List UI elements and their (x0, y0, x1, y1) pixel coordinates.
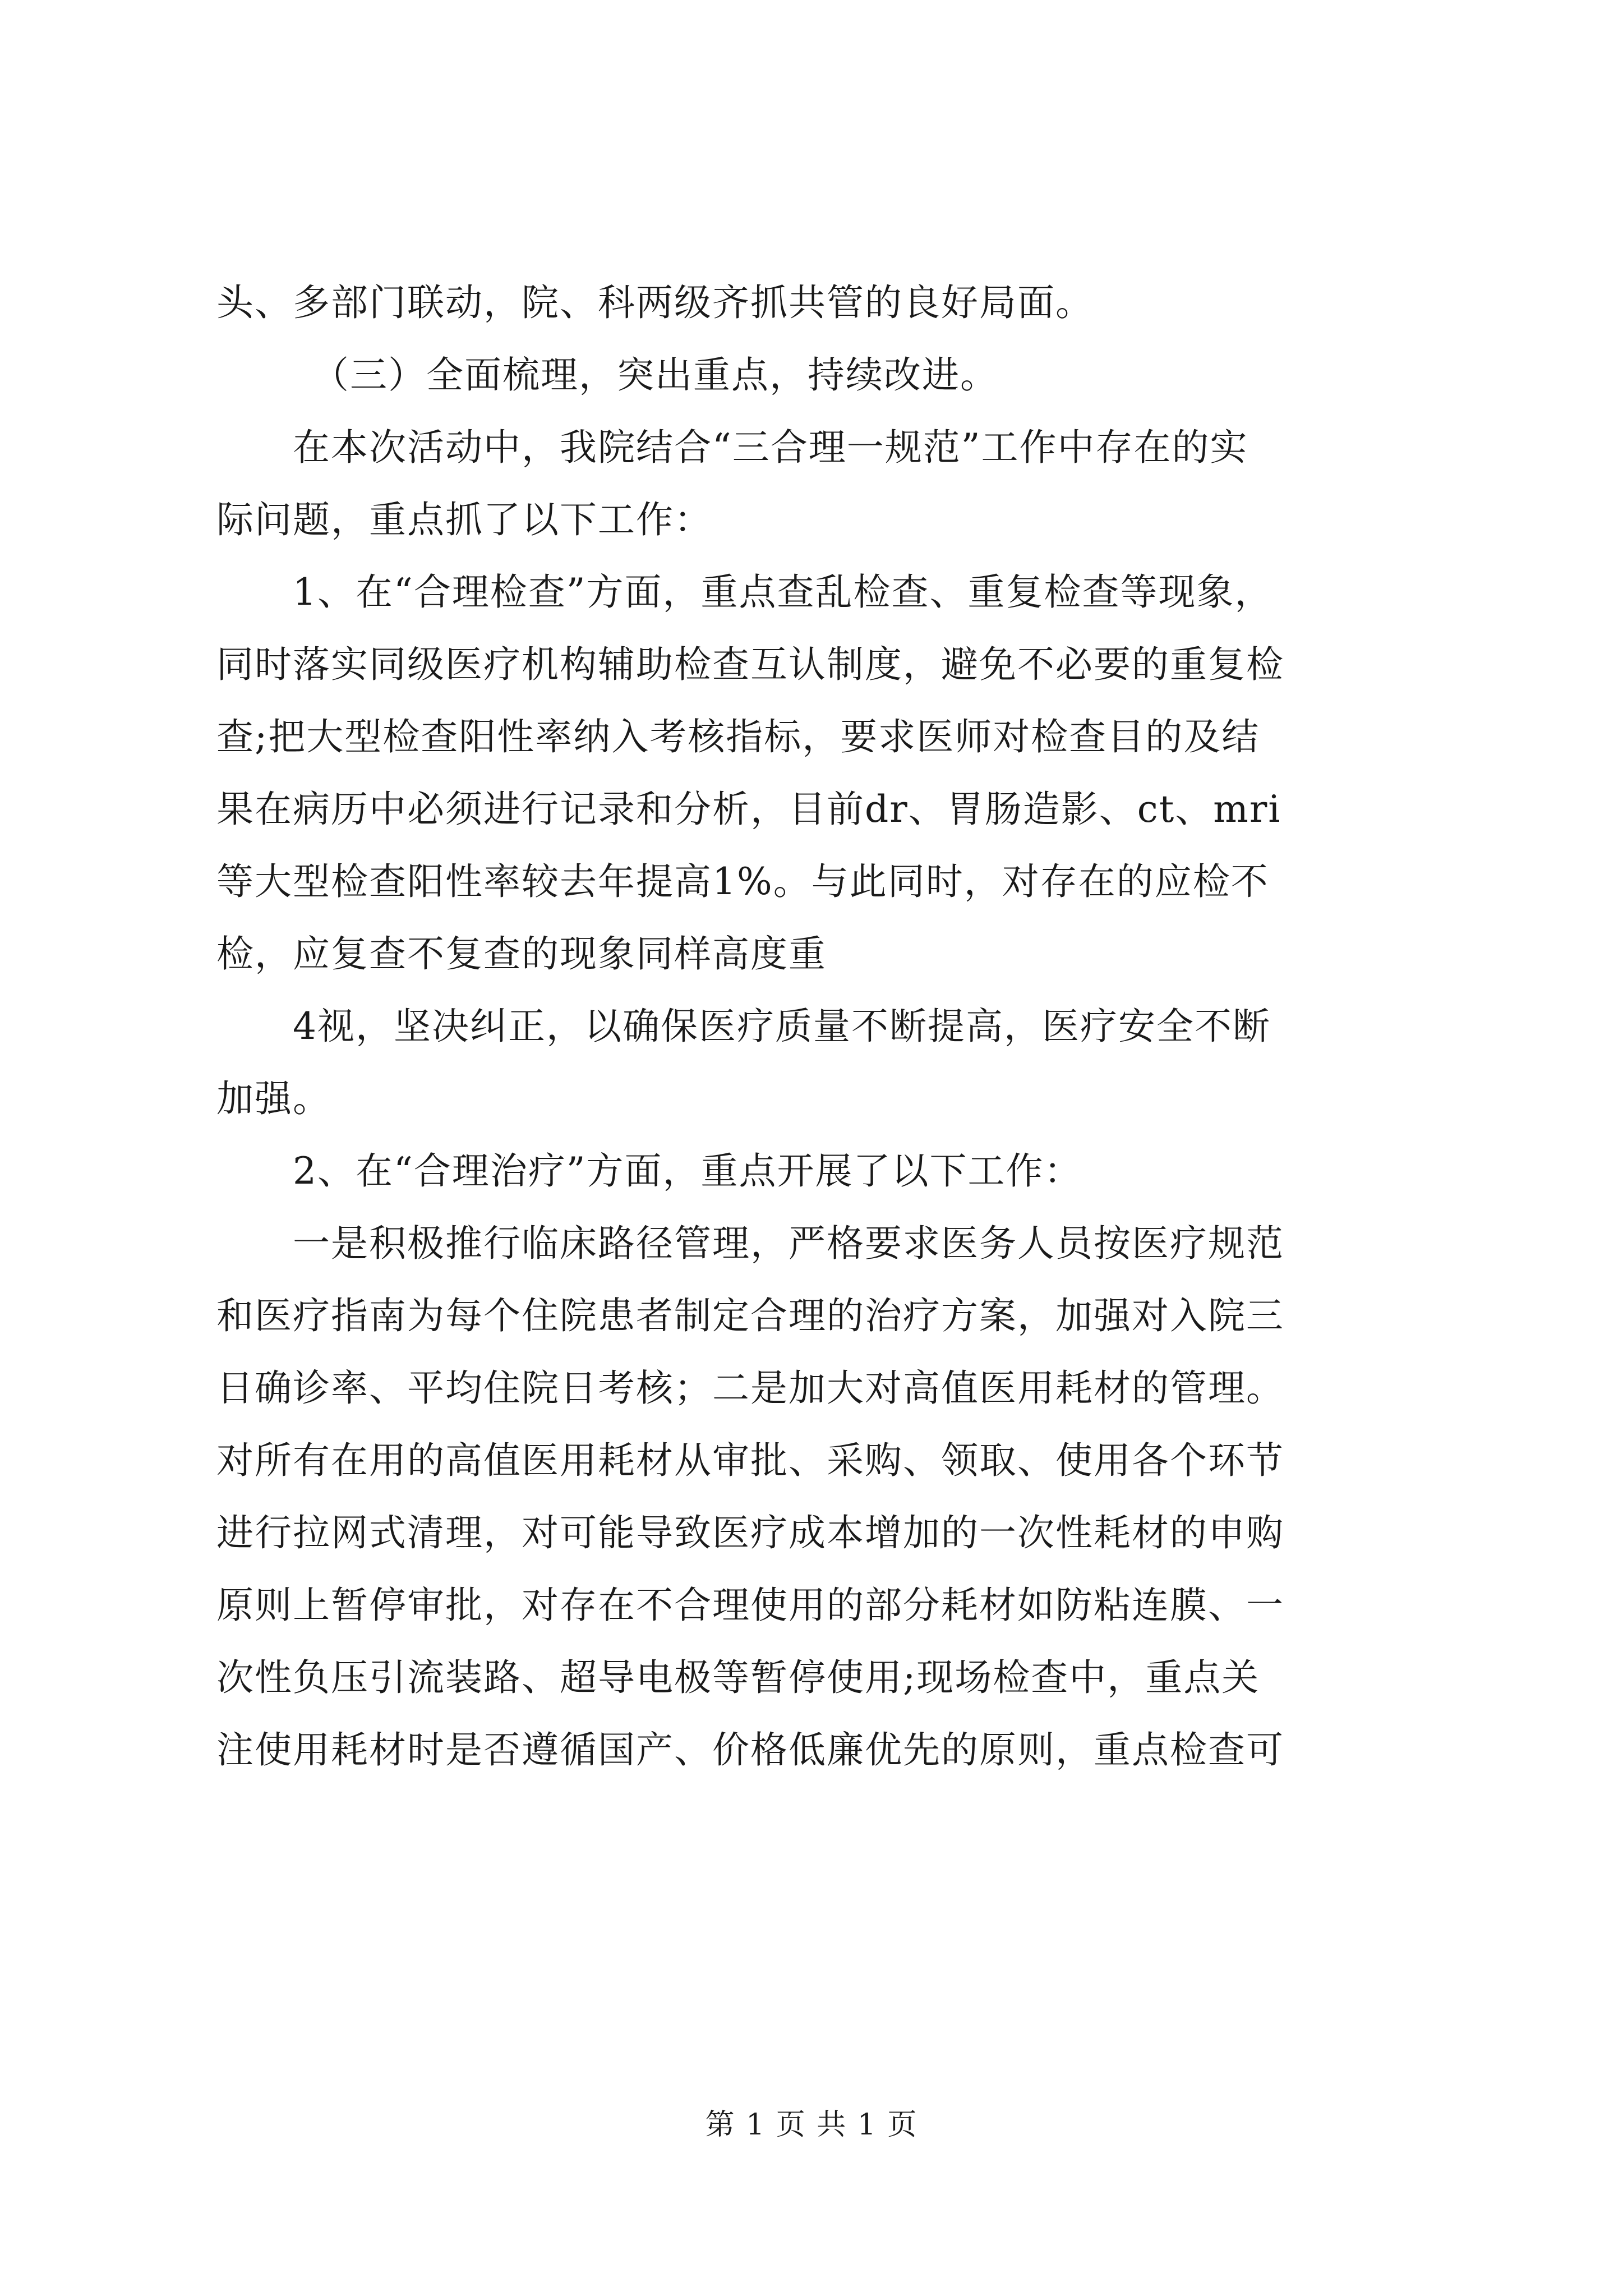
text-line: 在本次活动中，我院结合“三合理一规范”工作中存在的实 (293, 426, 1248, 469)
document-body (216, 266, 1422, 1786)
text-line: 头、多部门联动，院、科两级齐抓共管的良好局面。 (216, 281, 1094, 324)
page-footer: 第 1 页 共 1 页 (705, 2108, 918, 2142)
text-line: 1、在“合理检查”方面，重点查乱检查、重复检查等现象， (293, 570, 1273, 614)
text-line: 等大型检查阳性率较去年提高1%。与此同时，对存在的应检不 (216, 860, 1269, 903)
text-line: 查;把大型检查阳性率纳入考核指标，要求医师对检查目的及结 (216, 715, 1260, 758)
text-line: 4视，坚决纠正，以确保医疗质量不断提高，医疗安全不断 (293, 1005, 1271, 1048)
text-line: 果在病历中必须进行记录和分析，目前dr、胃肠造影、ct、mri (216, 788, 1281, 831)
text-line: 日确诊率、平均住院日考核；二是加大对高值医用耗材的管理。 (216, 1366, 1284, 1410)
text-line: 一是积极推行临床路径管理，严格要求医务人员按医疗规范 (293, 1222, 1284, 1265)
text-line: （三）全面梳理，突出重点，持续改进。 (312, 353, 998, 397)
text-line: 际问题，重点抓了以下工作： (216, 498, 712, 541)
text-line: 注使用耗材时是否遵循国产、价格低廉优先的原则，重点检查可 (216, 1728, 1284, 1772)
text-line: 加强。 (216, 1077, 331, 1120)
text-line: 进行拉网式清理，对可能导致医疗成本增加的一次性耗材的申购 (216, 1511, 1284, 1554)
text-line: 次性负压引流装路、超导电极等暂停使用;现场检查中，重点关 (216, 1656, 1260, 1699)
text-line: 同时落实同级医疗机构辅助检查互认制度，避免不必要的重复检 (216, 643, 1284, 686)
text-line: 2、在“合理治疗”方面，重点开展了以下工作： (293, 1149, 1082, 1193)
text-line: 原则上暂停审批，对存在不合理使用的部分耗材如防粘连膜、一 (216, 1584, 1284, 1627)
text-line: 和医疗指南为每个住院患者制定合理的治疗方案，加强对入院三 (216, 1294, 1284, 1337)
text-line: 对所有在用的高值医用耗材从审批、采购、领取、使用各个环节 (216, 1439, 1284, 1482)
text-line: 检，应复查不复查的现象同样高度重 (216, 932, 827, 976)
